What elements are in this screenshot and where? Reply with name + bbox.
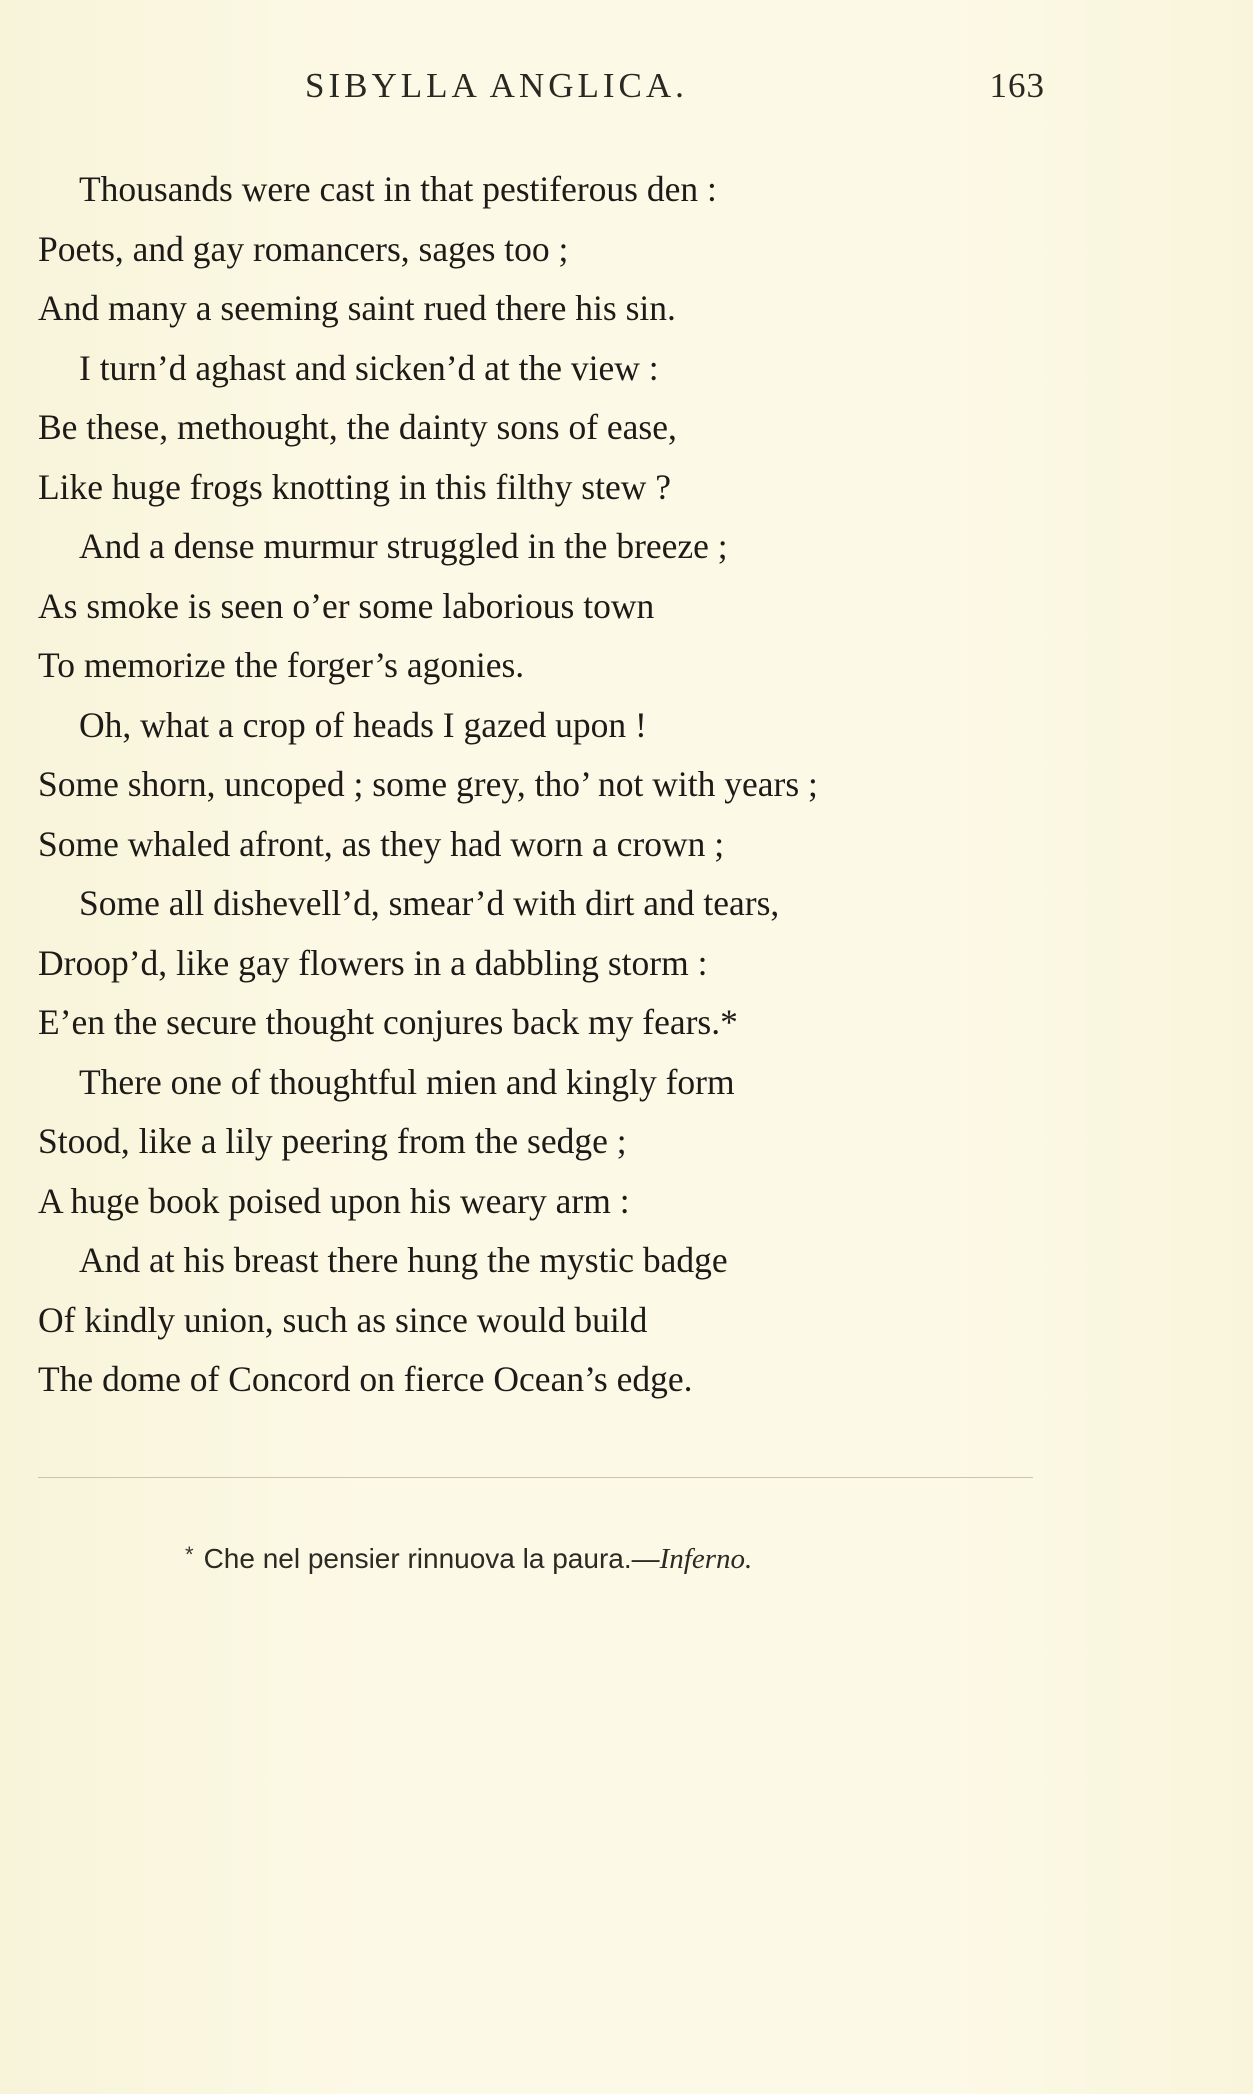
poem-line: Oh, what a crop of heads I gazed upon ! [79,704,647,745]
poem-line: Poets, and gay romancers, sages too ; [38,228,569,269]
poem-line: To memorize the forger’s agonies. [38,645,525,685]
poem-line: E’en the secure thought conjures back my fears.* [38,1002,738,1042]
poem-line: And a dense murmur struggled in the breeze ; [79,526,728,566]
poem-body [38,160,1048,1410]
footnote-mark: * [185,1542,194,1567]
poem-line: Droop’d, like gay flowers in a dabbling storm : [38,942,708,983]
footnote-source: Inferno. [659,1543,753,1575]
poem-line: Some whaled afront, as they had worn a crown ; [38,823,725,864]
poem-line: Of kindly union, such as since would build [38,1299,648,1340]
poem-line: A huge book poised upon his weary arm : [38,1180,630,1221]
poem-line: And at his breast there hung the mystic badge [79,1240,728,1280]
poem-line: The dome of Concord on fierce Ocean’s edge. [38,1359,693,1399]
footnote-text: Che nel pensier rinnuova la paura.— [203,1543,660,1574]
poem-line: Some shorn, uncoped ; some grey, tho’ not with years ; [38,764,818,804]
poem-line: Thousands were cast in that pestiferous den : [79,169,717,209]
poem-line: Some all dishevell’d, smear’d with dirt and tears, [79,883,780,923]
poem-line: Be these, methought, the dainty sons of ease, [38,407,677,447]
running-title: SIBYLLA ANGLICA. [305,66,688,105]
poem-line: As smoke is seen o’er some laborious town [38,585,655,626]
poem-line: Stood, like a lily peering from the sedge ; [38,1121,627,1161]
footnote-divider [38,1477,1033,1478]
poem-line: I turn’d aghast and sicken’d at the view : [79,347,659,388]
poem-line: And many a seeming saint rued there his sin. [38,288,676,328]
footnote [185,1542,752,1576]
page-header [300,66,1045,116]
poem-line: Like huge frogs knotting in this filthy stew ? [38,466,672,507]
page-number: 163 [989,66,1045,105]
poem-line: There one of thoughtful mien and kingly form [79,1061,735,1102]
